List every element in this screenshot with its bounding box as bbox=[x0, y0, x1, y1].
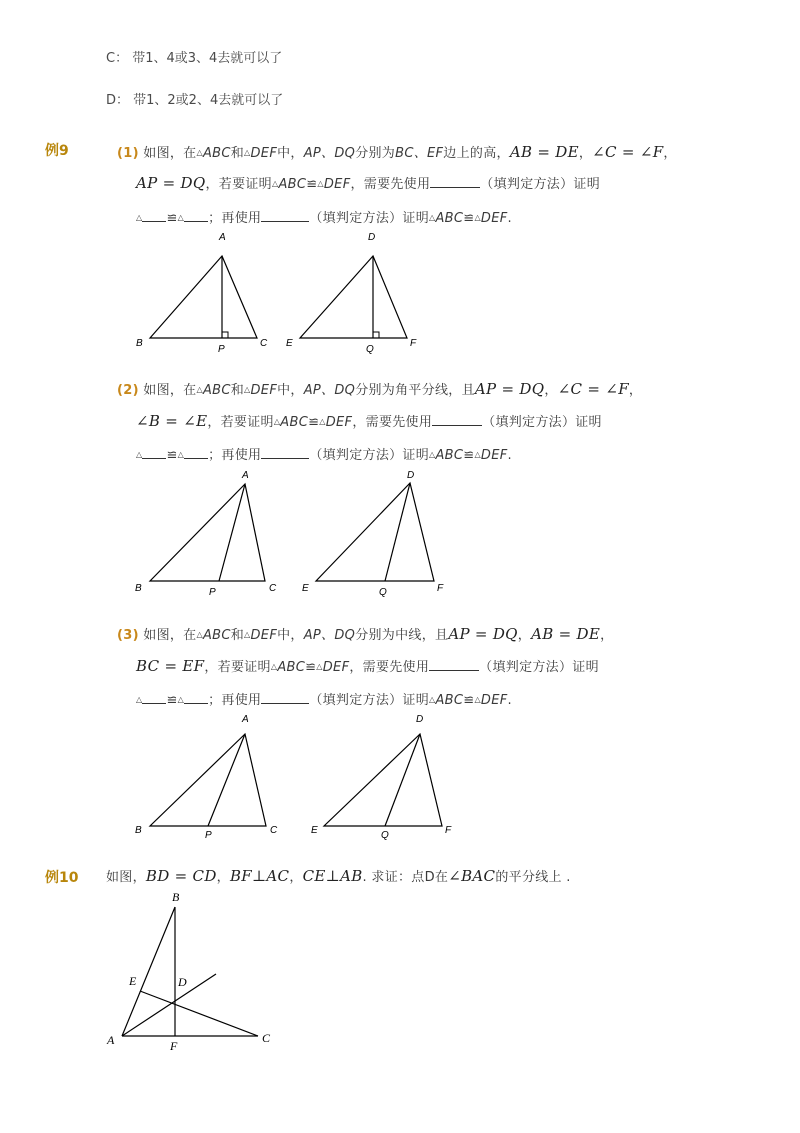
figure-ex9-2-def bbox=[302, 470, 444, 598]
label-c: C bbox=[270, 825, 278, 836]
label-f: F bbox=[410, 338, 417, 349]
label-e: E bbox=[286, 338, 293, 349]
answer-blank[interactable] bbox=[142, 458, 166, 459]
equation: AP = DQ bbox=[448, 625, 518, 643]
label-d: D bbox=[178, 975, 187, 989]
ex9-part3-line2: BC = EF，若要证明△ABC≌△DEF，需要先使用 （填判定方法）证明 bbox=[136, 657, 599, 675]
label-f: F bbox=[445, 825, 452, 836]
label-q: Q bbox=[366, 344, 374, 355]
label-a: A bbox=[107, 1033, 115, 1047]
ex9-part1-line1: (1) 如图，在△ABC和△DEF中，AP、DQ分别为BC、EF边上的高，AB = DE，∠C = ∠F， bbox=[117, 143, 677, 161]
equation: BF⊥AC bbox=[229, 867, 290, 885]
figure-ex10 bbox=[106, 890, 271, 1053]
label-q: Q bbox=[381, 830, 389, 841]
ex9-part2-line3: △ ≌△ ；再使用 （填判定方法）证明△ABC≌△DEF. bbox=[136, 448, 512, 463]
equation: ∠C = ∠F bbox=[592, 143, 664, 161]
label-c: C bbox=[262, 1031, 271, 1045]
label-b: B bbox=[135, 583, 142, 594]
equation: AB = DE bbox=[509, 143, 579, 161]
label-a: A bbox=[242, 470, 249, 481]
label-a: A bbox=[219, 232, 226, 243]
equation: BD = CD bbox=[145, 867, 217, 885]
equation: ∠C = ∠F bbox=[557, 380, 629, 398]
label-d: D bbox=[368, 232, 376, 243]
label-f: F bbox=[170, 1039, 178, 1053]
label-p: P bbox=[209, 587, 216, 598]
answer-blank[interactable] bbox=[184, 458, 208, 459]
label-b: B bbox=[135, 825, 142, 836]
answer-blank[interactable] bbox=[429, 670, 479, 671]
answer-blank[interactable] bbox=[261, 458, 309, 459]
figure-ex9-2-abc bbox=[135, 470, 277, 598]
label-e: E bbox=[302, 583, 309, 594]
answer-blank[interactable] bbox=[432, 425, 482, 426]
figure-ex9-3-abc bbox=[135, 714, 278, 841]
label-p: P bbox=[218, 344, 225, 355]
ex9-part1-line2: AP = DQ，若要证明△ABC≌△DEF，需要先使用 （填判定方法）证明 bbox=[136, 174, 600, 192]
label-f: F bbox=[437, 583, 444, 594]
answer-blank[interactable] bbox=[184, 703, 208, 704]
label-b: B bbox=[136, 338, 143, 349]
part-number: (2) bbox=[117, 383, 139, 398]
label-d: D bbox=[407, 470, 415, 481]
label-e: E bbox=[129, 974, 137, 988]
label-a: A bbox=[242, 714, 249, 725]
equation: CE⊥AB bbox=[302, 867, 363, 885]
equation: ∠BAC bbox=[448, 867, 496, 885]
label-c: C bbox=[269, 583, 277, 594]
equation: AB = DE bbox=[531, 625, 601, 643]
label-c: C bbox=[260, 338, 268, 349]
figure-ex9-3-def bbox=[311, 714, 452, 841]
ex9-part3-line1: (3) 如图，在△ABC和△DEF中，AP、DQ分别为中线，且AP = DQ，AB = DE， bbox=[117, 625, 614, 643]
part-number: (1) bbox=[117, 146, 139, 161]
option-c: C： 带1、4或3、4去就可以了 bbox=[106, 51, 283, 66]
part-number: (3) bbox=[117, 628, 139, 643]
equation: AP = DQ bbox=[474, 380, 545, 398]
label-e: E bbox=[311, 825, 318, 836]
ex9-part3-line3: △ ≌△ ；再使用 （填判定方法）证明△ABC≌△DEF. bbox=[136, 693, 512, 708]
ex9-part1-line3: △ ≌△ ；再使用 （填判定方法）证明△ABC≌△DEF. bbox=[136, 211, 512, 226]
label-d: D bbox=[416, 714, 424, 725]
label-b: B bbox=[172, 890, 180, 904]
example-9-label: 例9 bbox=[45, 143, 69, 159]
figure-ex9-1-def bbox=[286, 232, 417, 355]
ex9-part2-line2: ∠B = ∠E，若要证明△ABC≌△DEF，需要先使用 （填判定方法）证明 bbox=[136, 412, 602, 430]
option-d: D： 带1、2或2、4去就可以了 bbox=[106, 93, 284, 108]
example-10-label: 例10 bbox=[45, 870, 79, 886]
label-q: Q bbox=[379, 587, 387, 598]
answer-blank[interactable] bbox=[261, 703, 309, 704]
figure-ex9-1-abc bbox=[136, 232, 268, 355]
ex10-statement: 如图，BD = CD，BF⊥AC，CE⊥AB. 求证：点D在∠BAC的平分线上 . bbox=[106, 867, 571, 885]
label-p: P bbox=[205, 830, 212, 841]
answer-blank[interactable] bbox=[142, 703, 166, 704]
ex9-part2-line1: (2) 如图，在△ABC和△DEF中，AP、DQ分别为角平分线，且AP = DQ，∠C = ∠F， bbox=[117, 380, 643, 398]
